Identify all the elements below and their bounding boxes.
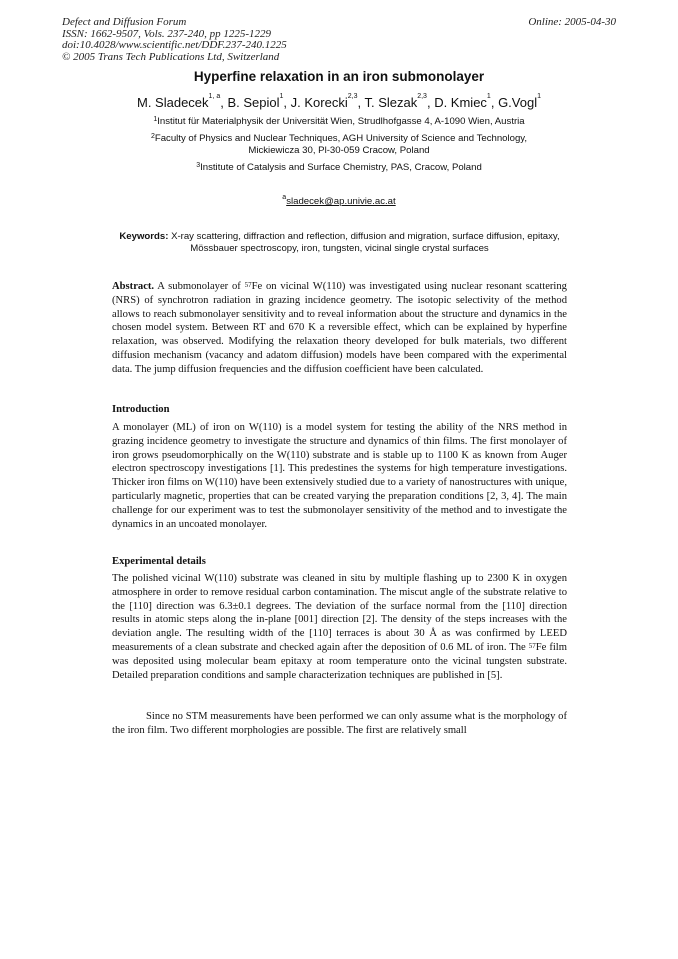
- keywords: [112, 231, 567, 255]
- keywords-text: X-ray scattering, diffraction and reflection, diffusion and migration, surface diffusion, epitaxy, Mössbauer spectroscopy, iron, tungsten, vicinal single crystal surfaces: [171, 231, 560, 254]
- copyright-line: © 2005 Trans Tech Publications Ltd, Switzerland: [62, 50, 280, 63]
- author-email[interactable]: $^a$sladecek@ap.univie.ac.at: [282, 194, 396, 207]
- abstract: Abstract. A submonolayer of $^{57}$Fe on vicinal W(110) was investigated using nuclear resonant scattering (NRS) of synchrotron radiation in grazing incidence geometry. The isotopic selectivity of the method allows to reach submonolayer sensitivity and to reveal information about the structure and dynamics in the chosen model system. Between RT and 670 K a reversible effect, which can be explained by hyperfine relaxation, was observed. Modifying the relaxation theory developed for bulk materials, two different diffusion mechanism (vacancy and adatom diffusion) models have been compared with the experimental data. The jump diffusion frequencies and the diffusion coefficient have been calculated.: [112, 281, 567, 375]
- introduction-paragraph: A monolayer (ML) of iron on W(110) is a model system for testing the ability of the NRS method in grazing incidence geometry to investigate the structure and dynamics of thin films. The first monolayer of iron grows pseudomorphically on the W(110) substrate and is stable up to 1100 K as known from Auger electron spectroscopy investigations [1]. This predestines the systems for high temperature investigations. Thicker iron films on W(110) have been extensively studied due to a variety of nanostructures with unique, particularly magnetic, properties that can be created varying the preparation conditions [2, 3, 4]. The main challenge for our experiment was to test the submonolayer sensitivity of the method and to investigate the dynamics in an uncoated monolayer.: [112, 422, 567, 530]
- online-date: Online: 2005-04-30: [528, 16, 616, 28]
- issn-line: ISSN: 1662-9507, Vols. 237-240, pp 1225-1229: [62, 27, 271, 40]
- affiliation-2: $^2$Faculty of Physics and Nuclear Techniques, AGH University of Science and Technology, Mickiewicza 30, Pl-30-059 Cracow, Poland: [150, 133, 528, 156]
- author: M. Sladecek$^{1, a}$,: [137, 93, 228, 110]
- author: D. Kmiec$^1$,: [434, 93, 499, 110]
- journal-header: [62, 17, 422, 63]
- author: G.Vogl$^1$: [498, 93, 541, 110]
- abstract-label: Abstract.: [112, 281, 155, 292]
- author-list: [0, 95, 678, 110]
- experimental-paragraph-2: Since no STM measurements have been performed we can only assume what is the morphology of the iron film. Two different morphologies are possible. The first are relatively small: [112, 711, 567, 736]
- keywords-label: Keywords:: [119, 231, 169, 242]
- paper-title: Hyperfine relaxation in an iron submonolayer: [193, 69, 485, 84]
- journal-name: Defect and Diffusion Forum: [62, 16, 187, 28]
- affiliation-3: $^3$Institute of Catalysis and Surface Chemistry, PAS, Cracow, Poland: [196, 162, 482, 173]
- author: B. Sepiol$^1$,: [227, 93, 291, 110]
- affiliation-1: $^1$Institut für Materialphysik der Universität Wien, Strudlhofgasse 4, A-1090 Wien, Austria: [153, 116, 525, 127]
- experimental-paragraph-1: The polished vicinal W(110) substrate was cleaned in situ by multiple flashing up to 2300 K in oxygen atmosphere in order to remove residual carbon contamination. The miscut angle of the substrate relative to the [110] direction was 6.3±0.1 degrees. The deviation of the surface normal from the [110] direction results in atomic steps along the in-plane [001] direction [2]. The density of the steps increases with the deviation angle. The resulting width of the [110] terraces is about 30 Å as was confirmed by LEED measurements of a clean substrate and checked again after the deposition of 0.6 ML of iron. The $^{57}$Fe film was deposited using molecular beam epitaxy at room temperature onto the vicinal tungsten substrate. Detailed preparation conditions and sample characterization techniques are published in [5].: [112, 573, 567, 681]
- section-heading-experimental: Experimental details: [112, 556, 206, 567]
- author: T. Slezak$^{2,3}$,: [364, 93, 435, 110]
- author: J. Korecki$^{2,3}$,: [290, 93, 365, 110]
- section-heading-introduction: Introduction: [112, 404, 170, 415]
- doi-link[interactable]: doi:10.4028/www.scientific.net/DDF.237-240.1225: [62, 39, 287, 51]
